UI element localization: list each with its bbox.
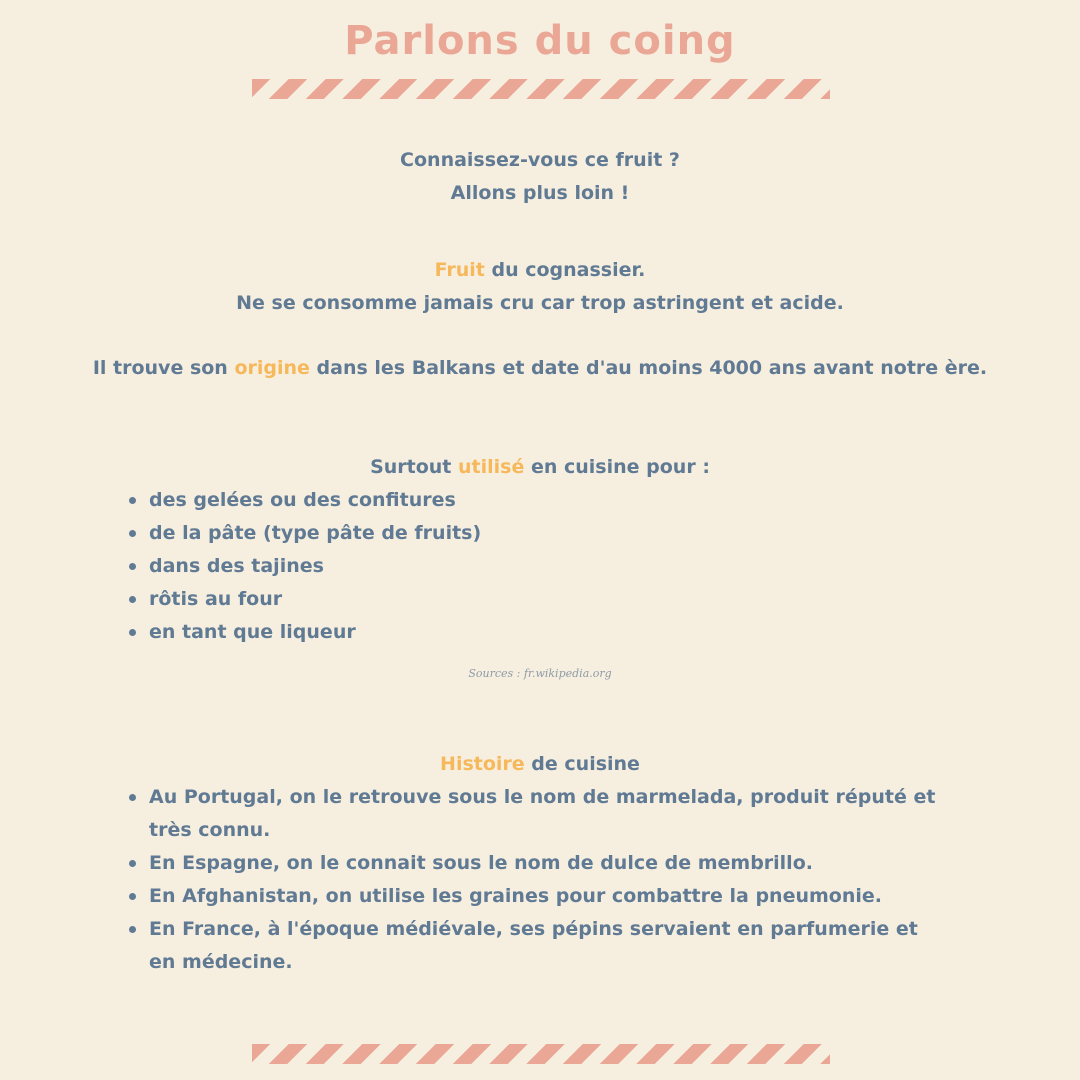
origin-before: Il trouve son — [92, 357, 235, 379]
list-item: dans des tajines — [149, 550, 849, 583]
page-title: Parlons du coing — [344, 18, 736, 64]
usage-list — [149, 484, 849, 649]
list-item: En Afghanistan, on utilise les graines pour combattre la pneumonie. — [149, 880, 939, 913]
history-heading — [0, 748, 1080, 781]
origin-accent: origine — [234, 357, 310, 379]
history-accent: Histoire — [440, 753, 525, 775]
list-item: Au Portugal, on le retrouve sous le nom de marmelada, produit réputé et très connu. — [149, 781, 939, 847]
list-item: des gelées ou des confitures — [149, 484, 849, 517]
top-striped-divider — [252, 79, 830, 99]
intro-subtitle: Allons plus loin ! — [450, 182, 630, 204]
usage-accent: utilisé — [458, 456, 525, 478]
history-after: de cuisine — [524, 753, 640, 775]
usage-before: Surtout — [370, 456, 459, 478]
fruit-line — [0, 254, 1080, 287]
bottom-striped-divider — [252, 1044, 830, 1064]
origin-after: dans les Balkans et date d'au moins 4000 ans avant notre ère. — [309, 357, 988, 379]
fruit-description: Ne se consomme jamais cru car trop astringent et acide. — [236, 292, 844, 314]
sources-note: Sources : fr.wikipedia.org — [468, 667, 612, 680]
intro-block — [0, 144, 1080, 210]
fruit-accent: Fruit — [434, 259, 485, 281]
usage-heading — [0, 451, 1080, 484]
origin-line — [0, 352, 1080, 385]
usage-after: en cuisine pour : — [524, 456, 710, 478]
list-item: de la pâte (type pâte de fruits) — [149, 517, 849, 550]
list-item: rôtis au four — [149, 583, 849, 616]
fruit-rest: du cognassier. — [484, 259, 646, 281]
list-item: En France, à l'époque médiévale, ses pépins servaient en parfumerie et en médecine. — [149, 913, 939, 979]
fruit-block — [0, 254, 1080, 320]
list-item: En Espagne, on le connait sous le nom de dulce de membrillo. — [149, 847, 939, 880]
history-list — [149, 781, 939, 979]
intro-question: Connaissez-vous ce fruit ? — [400, 149, 680, 171]
list-item: en tant que liqueur — [149, 616, 849, 649]
